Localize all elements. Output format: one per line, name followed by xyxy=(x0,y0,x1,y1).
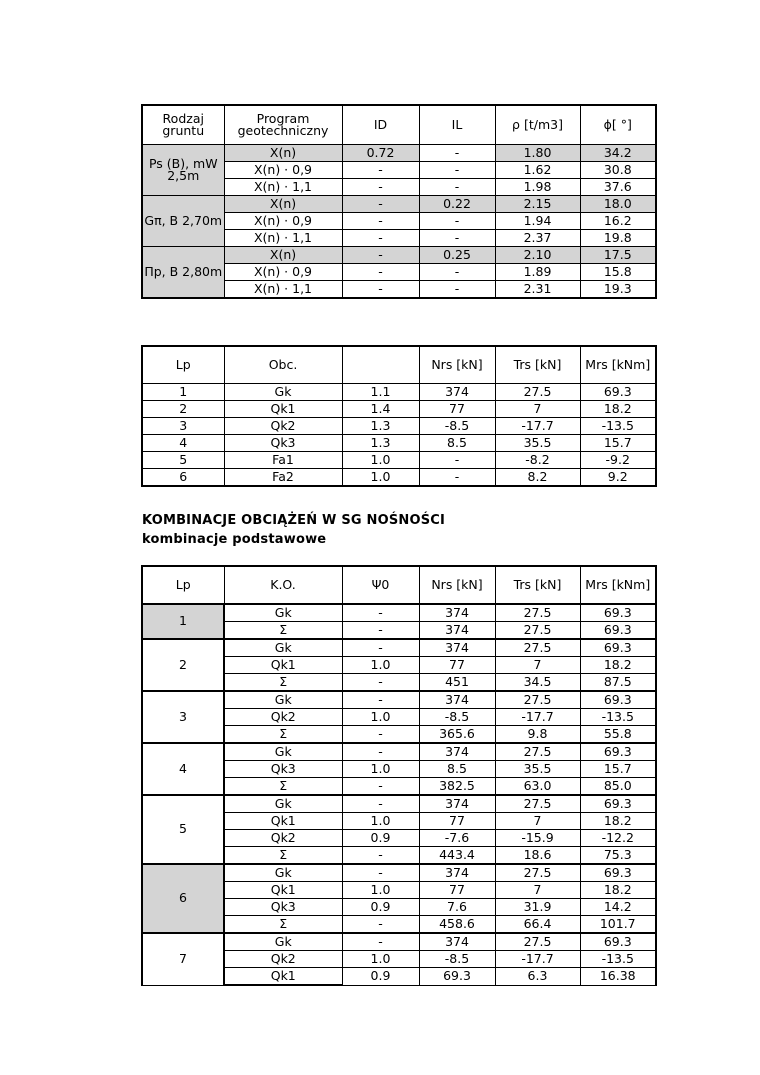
cell: - xyxy=(342,674,419,692)
cell: 27.5 xyxy=(495,933,580,951)
cell: Qk1 xyxy=(224,813,342,830)
cell: Gk xyxy=(224,639,342,657)
cell: Σ xyxy=(224,847,342,865)
header-geotech-program: Program geotechniczny xyxy=(224,105,342,145)
cell: 2.15 xyxy=(495,196,580,213)
header-trs: Trs [kN] xyxy=(495,566,580,604)
combinations-body xyxy=(142,604,656,985)
cell: 31.9 xyxy=(495,899,580,916)
soil-parameters-table xyxy=(141,104,657,299)
cell: 18.6 xyxy=(495,847,580,865)
cell: 27.5 xyxy=(495,604,580,622)
cell: 35.5 xyxy=(495,435,580,452)
cell: X(n) · 1,1 xyxy=(224,179,342,196)
cell: Qk1 xyxy=(224,657,342,674)
cell: 15.7 xyxy=(580,761,656,778)
soil-type-cell: Ps (B), mW 2,5m xyxy=(142,145,224,196)
cell: 443.4 xyxy=(419,847,495,865)
cell: - xyxy=(342,916,419,934)
cell: 69.3 xyxy=(580,639,656,657)
cell: 85.0 xyxy=(580,778,656,796)
cell: 9.8 xyxy=(495,726,580,744)
cell: 27.5 xyxy=(495,743,580,761)
cell: 69.3 xyxy=(580,622,656,640)
cell: 6 xyxy=(142,469,224,487)
table-row xyxy=(142,639,656,657)
cell: 9.2 xyxy=(580,469,656,487)
cell: 7 xyxy=(495,401,580,418)
cell: 374 xyxy=(419,384,495,401)
cell: - xyxy=(342,281,419,299)
section-title: KOMBINACJE OBCIĄŻEŃ W SG NOŚNOŚCI xyxy=(142,513,446,528)
cell: X(n) xyxy=(224,196,342,213)
cell: 5 xyxy=(142,452,224,469)
table-row xyxy=(142,435,656,452)
cell: 2 xyxy=(142,401,224,418)
cell: Gk xyxy=(224,864,342,882)
cell: 66.4 xyxy=(495,916,580,934)
cell: 1.0 xyxy=(342,469,419,487)
cell: 1.0 xyxy=(342,761,419,778)
cell: -8.2 xyxy=(495,452,580,469)
combination-number-cell: 3 xyxy=(142,691,224,743)
cell: X(n) xyxy=(224,145,342,162)
cell: - xyxy=(419,452,495,469)
cell: 69.3 xyxy=(419,968,495,986)
cell: 30.8 xyxy=(580,162,656,179)
cell: Gk xyxy=(224,743,342,761)
cell: 382.5 xyxy=(419,778,495,796)
cell: Gk xyxy=(224,933,342,951)
cell: - xyxy=(342,604,419,622)
cell: 1.3 xyxy=(342,418,419,435)
cell: X(n) xyxy=(224,247,342,264)
cell: Qk1 xyxy=(224,968,342,986)
cell: 27.5 xyxy=(495,622,580,640)
cell: 34.2 xyxy=(580,145,656,162)
cell: 37.6 xyxy=(580,179,656,196)
cell: -8.5 xyxy=(419,951,495,968)
cell: 18.2 xyxy=(580,401,656,418)
cell: 18.0 xyxy=(580,196,656,213)
cell: Σ xyxy=(224,622,342,640)
cell: - xyxy=(342,726,419,744)
cell: 2.37 xyxy=(495,230,580,247)
cell: - xyxy=(342,622,419,640)
cell: 8.5 xyxy=(419,761,495,778)
loads-table xyxy=(141,345,657,487)
cell: - xyxy=(342,743,419,761)
table-row xyxy=(142,691,656,709)
cell: - xyxy=(419,230,495,247)
cell: 69.3 xyxy=(580,864,656,882)
header-id: ID xyxy=(342,105,419,145)
cell: - xyxy=(419,469,495,487)
cell: 27.5 xyxy=(495,384,580,401)
header-psi0: Ψ0 xyxy=(342,566,419,604)
table-row xyxy=(142,384,656,401)
cell: - xyxy=(419,162,495,179)
table-header-row xyxy=(142,566,656,604)
cell: Qk2 xyxy=(224,418,342,435)
cell: 1.0 xyxy=(342,709,419,726)
cell: 77 xyxy=(419,657,495,674)
cell: 18.2 xyxy=(580,657,656,674)
cell: - xyxy=(419,145,495,162)
cell: 69.3 xyxy=(580,933,656,951)
cell: - xyxy=(342,264,419,281)
cell: - xyxy=(342,795,419,813)
cell: 1.94 xyxy=(495,213,580,230)
cell: 15.8 xyxy=(580,264,656,281)
cell: 63.0 xyxy=(495,778,580,796)
cell: Σ xyxy=(224,916,342,934)
cell: Qk3 xyxy=(224,761,342,778)
cell: 1.3 xyxy=(342,435,419,452)
header-nrs: Nrs [kN] xyxy=(419,566,495,604)
table-row xyxy=(142,604,656,622)
cell: Gk xyxy=(224,604,342,622)
table-header-row xyxy=(142,105,656,145)
cell: 18.2 xyxy=(580,813,656,830)
header-lp: Lp xyxy=(142,566,224,604)
table-row xyxy=(142,401,656,418)
header-mrs: Mrs [kNm] xyxy=(580,346,656,384)
cell: - xyxy=(419,264,495,281)
cell: - xyxy=(342,933,419,951)
cell: Qk3 xyxy=(224,435,342,452)
cell: 1.80 xyxy=(495,145,580,162)
soil-type-cell: Gπ, B 2,70m xyxy=(142,196,224,247)
cell: 8.5 xyxy=(419,435,495,452)
cell: X(n) · 1,1 xyxy=(224,230,342,247)
header-mrs: Mrs [kNm] xyxy=(580,566,656,604)
cell: -7.6 xyxy=(419,830,495,847)
table-row xyxy=(142,743,656,761)
cell: 458.6 xyxy=(419,916,495,934)
cell: 374 xyxy=(419,639,495,657)
cell: -17.7 xyxy=(495,951,580,968)
cell: 1.0 xyxy=(342,813,419,830)
table-row xyxy=(142,196,656,213)
cell: 0.22 xyxy=(419,196,495,213)
cell: 69.3 xyxy=(580,795,656,813)
combination-number-cell: 4 xyxy=(142,743,224,795)
cell: Gk xyxy=(224,384,342,401)
cell: 1.0 xyxy=(342,882,419,899)
cell: Σ xyxy=(224,674,342,692)
table-row xyxy=(142,418,656,435)
cell: 75.3 xyxy=(580,847,656,865)
cell: 16.2 xyxy=(580,213,656,230)
table-row xyxy=(142,145,656,162)
cell: -13.5 xyxy=(580,418,656,435)
cell: Gk xyxy=(224,691,342,709)
combination-number-cell: 2 xyxy=(142,639,224,691)
cell: Qk3 xyxy=(224,899,342,916)
cell: -15.9 xyxy=(495,830,580,847)
table-row xyxy=(142,247,656,264)
table-row xyxy=(142,469,656,487)
cell: X(n) · 0,9 xyxy=(224,162,342,179)
cell: 19.3 xyxy=(580,281,656,299)
cell: -8.5 xyxy=(419,418,495,435)
cell: Fa1 xyxy=(224,452,342,469)
cell: 374 xyxy=(419,604,495,622)
cell: 7 xyxy=(495,813,580,830)
cell: 101.7 xyxy=(580,916,656,934)
cell: Fa2 xyxy=(224,469,342,487)
table-header-row xyxy=(142,346,656,384)
cell: Qk2 xyxy=(224,830,342,847)
cell: Σ xyxy=(224,778,342,796)
cell: 0.9 xyxy=(342,968,419,986)
cell: - xyxy=(342,864,419,882)
cell: 374 xyxy=(419,795,495,813)
cell: Qk2 xyxy=(224,951,342,968)
cell: 69.3 xyxy=(580,691,656,709)
combination-number-cell: 1 xyxy=(142,604,224,639)
cell: 0.9 xyxy=(342,899,419,916)
cell: 27.5 xyxy=(495,795,580,813)
header-density: ρ [t/m3] xyxy=(495,105,580,145)
cell: 2.10 xyxy=(495,247,580,264)
cell: 451 xyxy=(419,674,495,692)
cell: -12.2 xyxy=(580,830,656,847)
cell: - xyxy=(342,639,419,657)
cell: 374 xyxy=(419,864,495,882)
cell: Qk2 xyxy=(224,709,342,726)
table-row xyxy=(142,452,656,469)
load-combinations-table xyxy=(141,565,657,986)
cell: X(n) · 1,1 xyxy=(224,281,342,299)
cell: - xyxy=(342,213,419,230)
cell: 374 xyxy=(419,933,495,951)
cell: Gk xyxy=(224,795,342,813)
cell: - xyxy=(342,778,419,796)
cell: 77 xyxy=(419,882,495,899)
cell: - xyxy=(342,847,419,865)
cell: 1.1 xyxy=(342,384,419,401)
cell: 374 xyxy=(419,743,495,761)
cell: 1.62 xyxy=(495,162,580,179)
cell: 69.3 xyxy=(580,384,656,401)
cell: 8.2 xyxy=(495,469,580,487)
cell: - xyxy=(419,281,495,299)
cell: 77 xyxy=(419,401,495,418)
header-nrs: Nrs [kN] xyxy=(419,346,495,384)
cell: 27.5 xyxy=(495,639,580,657)
cell: 69.3 xyxy=(580,743,656,761)
cell: X(n) · 0,9 xyxy=(224,213,342,230)
cell: 7.6 xyxy=(419,899,495,916)
cell: 16.38 xyxy=(580,968,656,986)
cell: 27.5 xyxy=(495,864,580,882)
combination-number-cell: 6 xyxy=(142,864,224,933)
cell: 1.0 xyxy=(342,452,419,469)
cell: 1.0 xyxy=(342,951,419,968)
cell: 0.9 xyxy=(342,830,419,847)
cell: 69.3 xyxy=(580,604,656,622)
table-row xyxy=(142,933,656,951)
cell: 55.8 xyxy=(580,726,656,744)
cell: 19.8 xyxy=(580,230,656,247)
cell: - xyxy=(419,213,495,230)
cell: Qk1 xyxy=(224,882,342,899)
cell: 6.3 xyxy=(495,968,580,986)
cell: 18.2 xyxy=(580,882,656,899)
cell: 4 xyxy=(142,435,224,452)
cell: 374 xyxy=(419,622,495,640)
cell: - xyxy=(342,247,419,264)
header-trs: Trs [kN] xyxy=(495,346,580,384)
cell: - xyxy=(342,196,419,213)
cell: 77 xyxy=(419,813,495,830)
table-row xyxy=(142,864,656,882)
header-combination: K.O. xyxy=(224,566,342,604)
cell: 1 xyxy=(142,384,224,401)
combination-number-cell: 5 xyxy=(142,795,224,864)
cell: - xyxy=(342,691,419,709)
cell: 1.4 xyxy=(342,401,419,418)
cell: - xyxy=(419,179,495,196)
cell: -13.5 xyxy=(580,709,656,726)
soil-type-cell: Πp, B 2,80m xyxy=(142,247,224,299)
cell: 3 xyxy=(142,418,224,435)
cell: 1.0 xyxy=(342,657,419,674)
header-soil-type: Rodzaj gruntu xyxy=(142,105,224,145)
cell: 14.2 xyxy=(580,899,656,916)
header-lp: Lp xyxy=(142,346,224,384)
cell: 2.31 xyxy=(495,281,580,299)
cell: -8.5 xyxy=(419,709,495,726)
cell: 0.72 xyxy=(342,145,419,162)
cell: 365.6 xyxy=(419,726,495,744)
cell: X(n) · 0,9 xyxy=(224,264,342,281)
cell: 87.5 xyxy=(580,674,656,692)
cell: - xyxy=(342,230,419,247)
cell: 1.98 xyxy=(495,179,580,196)
cell: 1.89 xyxy=(495,264,580,281)
cell: 7 xyxy=(495,882,580,899)
cell: -13.5 xyxy=(580,951,656,968)
combination-number-cell: 7 xyxy=(142,933,224,985)
header-friction-angle: ϕ[ °] xyxy=(580,105,656,145)
cell: 15.7 xyxy=(580,435,656,452)
cell: 374 xyxy=(419,691,495,709)
table-row xyxy=(142,795,656,813)
cell: 7 xyxy=(495,657,580,674)
cell: -17.7 xyxy=(495,418,580,435)
cell: 34.5 xyxy=(495,674,580,692)
header-load: Obc. xyxy=(224,346,342,384)
cell: -9.2 xyxy=(580,452,656,469)
cell: - xyxy=(342,179,419,196)
cell: Qk1 xyxy=(224,401,342,418)
cell: - xyxy=(342,162,419,179)
cell: 27.5 xyxy=(495,691,580,709)
section-subtitle: kombinacje podstawowe xyxy=(142,532,327,547)
cell: 35.5 xyxy=(495,761,580,778)
cell: Σ xyxy=(224,726,342,744)
cell: 17.5 xyxy=(580,247,656,264)
header-factor xyxy=(342,346,419,384)
cell: 0.25 xyxy=(419,247,495,264)
cell: -17.7 xyxy=(495,709,580,726)
header-il: IL xyxy=(419,105,495,145)
